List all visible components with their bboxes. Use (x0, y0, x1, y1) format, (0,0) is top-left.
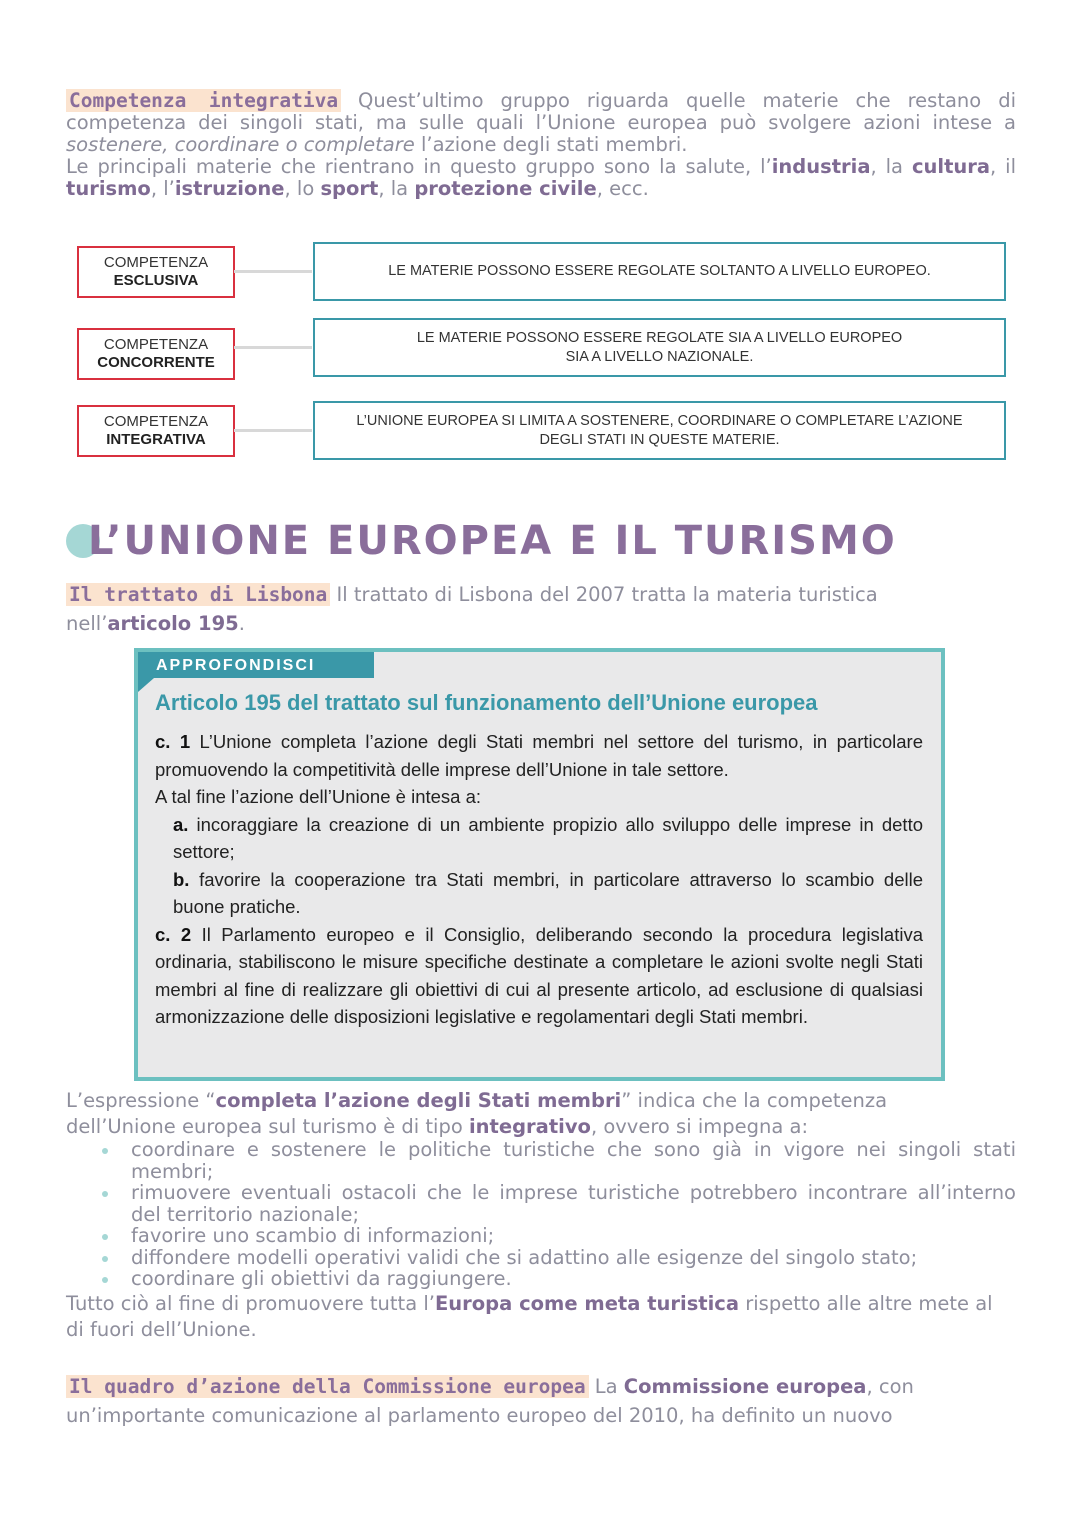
desc-competenza-esclusiva: LE MATERIE POSSONO ESSERE REGOLATE SOLTANTO A LIVELLO EUROPEO. (313, 242, 1006, 301)
section-heading: L’UNIONE EUROPEA E IL TURISMO (88, 518, 897, 564)
highlight-competenza-integrativa: Competenza integrativa (66, 89, 341, 112)
tab-notch (138, 678, 154, 692)
label-competenza-concorrente: COMPETENZA CONCORRENTE (77, 328, 235, 380)
label-competenza-integrativa: COMPETENZA INTEGRATIVA (77, 405, 235, 457)
intro-paragraph: Competenza integrativa Quest’ultimo gruppo riguarda quelle materie che restano di competenza dei singoli stati, ma sulle quali l’Unione europea può svolgere azioni intese a sostenere, coordinare o completare l’azione degli stati membri. Le principali materie che rientrano in questo gruppo sono la salute, l’industria, la cultura, il turismo, l’istruzione, lo sport, la protezione civile, ecc. (66, 89, 1017, 200)
connector-line (234, 346, 312, 349)
article-title: Articolo 195 del trattato sul funzionamento dell’Unione europea (155, 690, 818, 715)
approfondisci-box (134, 648, 945, 1081)
closing-paragraph: Tutto ciò al fine di promuovere tutta l’Europa come meta turistica rispetto alle altre mete al di fuori dell’Unione. (66, 1292, 993, 1341)
list-item: favorire uno scambio di informazioni; (66, 1225, 1016, 1247)
commitments-list (66, 1139, 1016, 1290)
article-body: c. 1 L’Unione completa l’azione degli Stati membri nel settore del turismo, in particolare promuovendo la competitività delle imprese dell’Unione in tale settore. A tal fine l’azione dell’Unione è intesa a: a. incoraggiare la creazione di un ambiente propizio allo sviluppo delle imprese in detto settore; b. favorire la cooperazione tra Stati membri, in particolare attraverso lo scambio delle buone pratiche. c. 2 Il Parlamento europeo e il Consiglio, deliberando secondo la procedura legislativa ordinaria, stabiliscono le misure specifiche destinate a completare le azioni svolte negli Stati membri al fine di realizzare gli obiettivi di cui al presente articolo, ad esclusione di qualsiasi armonizzazione delle disposizioni legislative e regolamentari degli Stati membri. (155, 731, 923, 1027)
connector-line (234, 270, 312, 273)
desc-competenza-integrativa: L’UNIONE EUROPEA SI LIMITA A SOSTENERE, COORDINARE O COMPLETARE L’AZIONE DEGLI STATI IN QUESTE MATERIE. (313, 401, 1006, 460)
list-item: coordinare gli obiettivi da raggiungere. (66, 1268, 1016, 1290)
list-item: coordinare e sostenere le politiche turistiche che sono già in vigore nei singoli stati membri; (66, 1139, 1016, 1182)
list-item: diffondere modelli operativi validi che si adattino alle esigenze del singolo stato; (66, 1247, 1016, 1269)
explanation-paragraph: L’espressione “completa l’azione degli Stati membri” indica che la competenza dell’Unione europea sul turismo è di tipo integrativo, ovvero si impegna a: (66, 1089, 888, 1138)
highlight-quadro-azione: Il quadro d’azione della Commissione europea (66, 1375, 589, 1398)
desc-competenza-concorrente: LE MATERIE POSSONO ESSERE REGOLATE SIA A LIVELLO EUROPEO SIA A LIVELLO NAZIONALE. (313, 318, 1006, 377)
label-competenza-esclusiva: COMPETENZA ESCLUSIVA (77, 246, 235, 298)
approfondisci-tab: APPROFONDISCI (138, 652, 374, 678)
lisbona-paragraph: Il trattato di Lisbona Il trattato di Lisbona del 2007 tratta la materia turistica nell’articolo 195. (66, 583, 878, 635)
list-item: rimuovere eventuali ostacoli che le imprese turistiche potrebbero incontrare all’interno del territorio nazionale; (66, 1182, 1016, 1225)
highlight-trattato-lisbona: Il trattato di Lisbona (66, 583, 330, 606)
connector-line (234, 429, 312, 432)
commissione-paragraph: Il quadro d’azione della Commissione europea La Commissione europea, con un’importante comunicazione al parlamento europeo del 2010, ha definito un nuovo (66, 1375, 914, 1427)
